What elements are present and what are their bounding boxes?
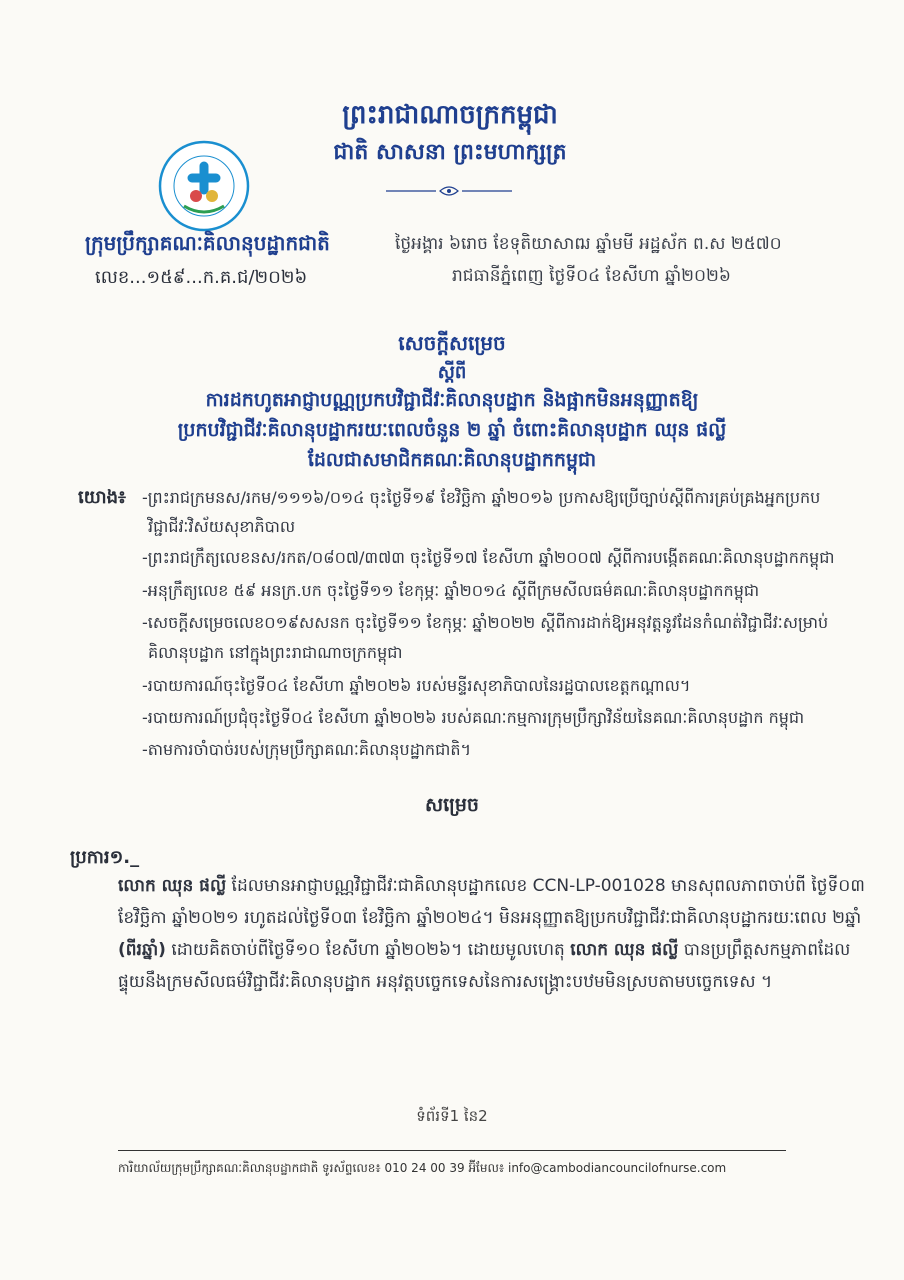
duration-highlight: (ពីរឆ្នាំ) (118, 940, 166, 960)
reference-item: -សេចក្តីសម្រេចលេខ០១៩សសនក ចុះថ្ងៃទី១១ ខែកុម្ភៈ ឆ្នាំ២០២២ ស្តីពីការដាក់ឱ្យអនុវត្តនូវដែនកំណត់វិជ្ជាជីវៈសម្រាប់ (142, 613, 829, 632)
name-highlight: លោក ឈុន ផល្លី (118, 876, 227, 896)
reference-item-continued: វិជ្ជាជីវៈវិស័យសុខាភិបាល (148, 517, 296, 536)
footer-divider (118, 1150, 786, 1151)
body-text: ដែលមានអាជ្ញាបណ្ណវិជ្ជាជីវៈជាគិលានុបដ្ឋាកលេខ CCN-LP-001028 មានសុពលភាពចាប់ពី ថ្ងៃទី០៣ (226, 876, 865, 896)
reference-item: -ព្រះរាជក្រមនស/រកម/១១១៦/០១៤ ចុះថ្ងៃទី១៩ ខែវិច្ឆិកា ឆ្នាំ២០១៦ ប្រកាសឱ្យប្រើច្បាប់ស្តីពីការគ្រប់គ្រងអ្នកប្រកប (142, 488, 821, 507)
reference-item: -តាមការចាំបាច់របស់ក្រុមប្រឹក្សាគណៈគិលានុបដ្ឋាកជាតិ។ (142, 740, 472, 759)
decision-body-line (118, 939, 850, 964)
decision-body-line (118, 875, 865, 900)
body-text: បានប្រព្រឹត្តសកម្មភាពដែល (678, 940, 851, 960)
document-number: លេខ...១៥៩...ក.គ.ជ/២០២៦ (95, 267, 308, 288)
body-text: ដោយគិតចាប់ពីថ្ងៃទី១០ ខែសីហា ឆ្នាំ២០២៦។ ដោយមូលហេតុ (165, 940, 571, 960)
subject-line: ការដកហូតអាជ្ញាបណ្ណប្រកបវិជ្ជាជីវៈគិលានុបដ្ឋាក និងផ្អាកមិនអនុញ្ញាតឱ្យ (205, 389, 699, 411)
council-name: ក្រុមប្រឹក្សាគណៈគិលានុបដ្ឋាកជាតិ (85, 231, 330, 255)
page-number: ទំព័រទី1 នៃ2 (416, 1107, 488, 1125)
lunar-date: ថ្ងៃអង្គារ ៦រោច ខែទុតិយាសាឍ ឆ្នាំមមី អដ្ឋស័ក ព.ស ២៥៧០ (395, 234, 782, 254)
about-label: ស្តីពី (437, 362, 467, 383)
article-label: ប្រការ១._ (70, 847, 140, 868)
reference-item: -ព្រះរាជក្រឹត្យលេខនស/រកត/០៨០៧/៣៧៣ ចុះថ្ងៃទី១៧ ខែសីហា ឆ្នាំ២០០៧ ស្តីពីការបង្កើតគណៈគិលានុបដ្ឋាកកម្ពុជា (142, 548, 835, 567)
national-motto: ជាតិ សាសនា ព្រះមហាក្សត្រ (333, 140, 567, 165)
name-highlight: លោក ឈុន ផល្លី (570, 940, 679, 960)
decision-body-line: ខែវិច្ឆិកា ឆ្នាំ២០២១ រហូតដល់ថ្ងៃទី០៣ ខែវិច្ឆិកា ឆ្នាំ២០២៤។ មិនអនុញ្ញាតឱ្យប្រកបវិជ្ជាជីវៈជាគិលានុបដ្ឋាករយៈពេល ២ឆ្នាំ (118, 908, 862, 928)
subject-line: ប្រកបវិជ្ជាជីវៈគិលានុបដ្ឋាករយៈពេលចំនួន ២ ឆ្នាំ ចំពោះគិលានុបដ្ឋាក ឈុន ផល្លី (177, 419, 727, 441)
kingdom-heading: ព្រះរាជាណាចក្រកម្ពុជា (342, 100, 558, 130)
decision-title: សេចក្តីសម្រេច (398, 331, 506, 355)
subject-line: ដែលជាសមាជិកគណៈគិលានុបដ្ឋាកកម្ពុជា (307, 449, 597, 471)
council-logo-icon (158, 140, 250, 232)
decision-body-line: ផ្ទុយនឹងក្រមសីលធម៌វិជ្ជាជីវៈគិលានុបដ្ឋាក អនុវត្តបច្ចេកទេសនៃការសង្គ្រោះបឋមមិនស្របតាមបច្ចេកទេស ។ (118, 972, 773, 992)
footer-contact: ការិយាល័យក្រុមប្រឹក្សាគណៈគិលានុបដ្ឋាកជាតិ ទូរស័ព្ទលេខ៖ 010 24 00 39 អ៊ីមែល៖ info@cambodiancouncilofnurse.com (118, 1161, 727, 1175)
decision-heading: សម្រេច (425, 794, 479, 816)
references-heading: យោង៖ (78, 487, 126, 508)
reference-item: -របាយការណ៍ប្រជុំចុះថ្ងៃទី០៤ ខែសីហា ឆ្នាំ២០២៦ របស់គណៈកម្មការក្រុមប្រឹក្សាវិន័យនៃគណៈគិលានុបដ្ឋាក កម្ពុជា (142, 708, 805, 727)
reference-item: -អនុក្រឹត្យលេខ ៥៩ អនក្រ.បក ចុះថ្ងៃទី១១ ខែកុម្ភៈ ឆ្នាំ២០១៤ ស្តីពីក្រមសីលធម៌គណៈគិលានុបដ្ឋាកកម្ពុជា (142, 581, 760, 600)
gregorian-date: រាជធានីភ្នំពេញ ថ្ងៃទី០៤ ខែសីហា ឆ្នាំ២០២៦ (452, 266, 731, 286)
reference-item: -របាយការណ៍ចុះថ្ងៃទី០៤ ខែសីហា ឆ្នាំ២០២៦ របស់មន្ទីរសុខាភិបាលនៃរដ្ឋបាលខេត្តកណ្តាល។ (142, 676, 691, 695)
ornament-divider-icon (384, 184, 514, 198)
reference-item-continued: គិលានុបដ្ឋាក នៅក្នុងព្រះរាជាណាចក្រកម្ពុជា (148, 643, 403, 662)
